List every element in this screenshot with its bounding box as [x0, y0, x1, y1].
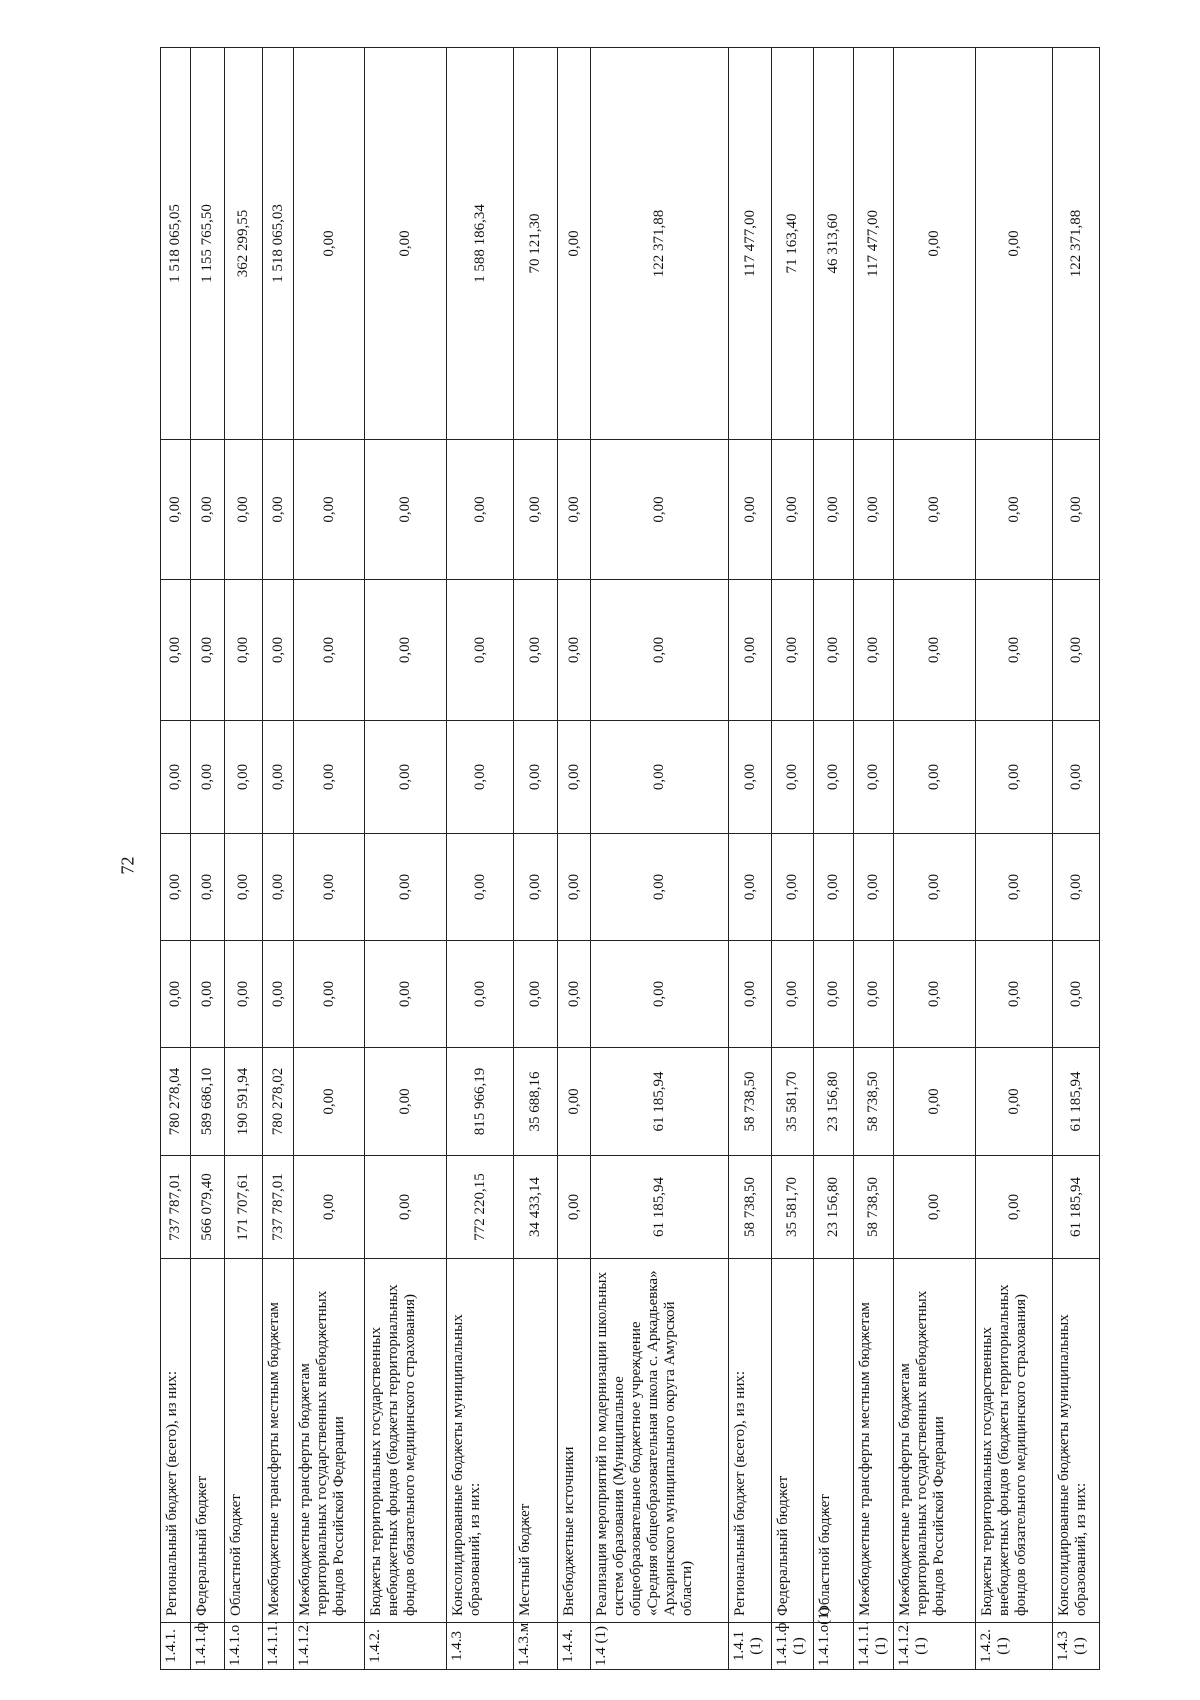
value-cell: 0,00	[263, 941, 294, 1048]
value-cell: 0,00	[161, 941, 191, 1048]
value-cell: 0,00	[191, 834, 225, 941]
value-cell: 0,00	[1053, 440, 1100, 580]
row-code: 1.4.2.	[365, 1623, 447, 1670]
value-cell: 0,00	[447, 440, 514, 580]
row-name: Федеральный бюджет	[191, 1259, 225, 1623]
value-cell: 0,00	[854, 834, 894, 941]
value-cell: 0,00	[729, 440, 772, 580]
value-cell: 58 738,50	[729, 1048, 772, 1156]
value-cell: 0,00	[558, 440, 591, 580]
value-cell: 122 371,88	[1053, 48, 1100, 440]
budget-table-body	[161, 48, 1100, 1670]
row-code: 1.4.1.о	[225, 1623, 263, 1670]
table-row	[1053, 48, 1100, 1670]
row-code: 1.4.1.2.(1)	[894, 1623, 976, 1670]
value-cell: 815 966,19	[447, 1048, 514, 1156]
value-cell: 0,00	[772, 580, 814, 721]
value-cell: 0,00	[976, 941, 1053, 1048]
value-cell: 0,00	[814, 440, 854, 580]
value-cell: 0,00	[591, 721, 729, 834]
value-cell: 0,00	[365, 580, 447, 721]
row-name: Межбюджетные трансферты местным бюджетам	[263, 1259, 294, 1623]
value-cell: 0,00	[814, 721, 854, 834]
value-cell: 0,00	[447, 834, 514, 941]
row-code: 1.4.1.о(1)	[814, 1623, 854, 1670]
value-cell: 122 371,88	[591, 48, 729, 440]
row-code: 1.4.1.ф	[191, 1623, 225, 1670]
row-name: Межбюджетные трансферты бюджетам территориальных государственных внебюджетных фондов Российской Федерации	[894, 1259, 976, 1623]
value-cell: 35 581,70	[772, 1048, 814, 1156]
value-cell: 61 185,94	[591, 1048, 729, 1156]
row-name: Региональный бюджет (всего), из них:	[729, 1259, 772, 1623]
value-cell: 1 518 065,03	[263, 48, 294, 440]
value-cell: 61 185,94	[1053, 1156, 1100, 1259]
value-cell: 117 477,00	[729, 48, 772, 440]
value-cell: 0,00	[1053, 834, 1100, 941]
value-cell: 0,00	[558, 1048, 591, 1156]
value-cell: 70 121,30	[514, 48, 558, 440]
value-cell: 0,00	[514, 440, 558, 580]
value-cell: 0,00	[894, 48, 976, 440]
value-cell: 0,00	[514, 941, 558, 1048]
value-cell: 0,00	[976, 834, 1053, 941]
value-cell: 0,00	[365, 48, 447, 440]
value-cell: 0,00	[729, 834, 772, 941]
table-row	[263, 48, 294, 1670]
value-cell: 0,00	[191, 941, 225, 1048]
value-cell: 0,00	[894, 1156, 976, 1259]
value-cell: 772 220,15	[447, 1156, 514, 1259]
value-cell: 0,00	[976, 48, 1053, 440]
value-cell: 0,00	[191, 580, 225, 721]
row-code: 1.4 (1)	[591, 1623, 729, 1670]
row-name: Межбюджетные трансферты местным бюджетам	[854, 1259, 894, 1623]
value-cell: 0,00	[894, 941, 976, 1048]
row-name: Федеральный бюджет	[772, 1259, 814, 1623]
value-cell: 0,00	[894, 440, 976, 580]
value-cell: 190 591,94	[225, 1048, 263, 1156]
value-cell: 23 156,80	[814, 1048, 854, 1156]
row-name: Местный бюджет	[514, 1259, 558, 1623]
value-cell: 35 581,70	[772, 1156, 814, 1259]
budget-table-rotated	[160, 48, 1089, 1670]
value-cell: 0,00	[854, 721, 894, 834]
row-name: Бюджеты территориальных государственных внебюджетных фондов (бюджеты территориальных фондов обязательного медицинского страхования)	[365, 1259, 447, 1623]
row-name: Внебюджетные источники	[558, 1259, 591, 1623]
value-cell: 737 787,01	[161, 1156, 191, 1259]
table-row	[514, 48, 558, 1670]
value-cell: 0,00	[294, 1048, 365, 1156]
value-cell: 0,00	[591, 941, 729, 1048]
value-cell: 0,00	[814, 834, 854, 941]
value-cell: 0,00	[591, 440, 729, 580]
row-name: Межбюджетные трансферты бюджетам территориальных государственных внебюджетных фондов Российской Федерации	[294, 1259, 365, 1623]
value-cell: 0,00	[447, 721, 514, 834]
value-cell: 0,00	[365, 1048, 447, 1156]
value-cell: 0,00	[558, 48, 591, 440]
value-cell: 0,00	[365, 941, 447, 1048]
value-cell: 0,00	[161, 721, 191, 834]
value-cell: 0,00	[225, 941, 263, 1048]
row-code: 1.4.1.1.	[263, 1623, 294, 1670]
row-code: 1.4.2.(1)	[976, 1623, 1053, 1670]
value-cell: 0,00	[447, 941, 514, 1048]
row-code: 1.4.1.	[161, 1623, 191, 1670]
value-cell: 0,00	[263, 721, 294, 834]
value-cell: 362 299,55	[225, 48, 263, 440]
value-cell: 589 686,10	[191, 1048, 225, 1156]
value-cell: 0,00	[558, 1156, 591, 1259]
value-cell: 0,00	[225, 440, 263, 580]
value-cell: 0,00	[772, 941, 814, 1048]
value-cell: 0,00	[225, 580, 263, 721]
value-cell: 0,00	[191, 440, 225, 580]
row-code: 1.4.1.ф (1)	[772, 1623, 814, 1670]
value-cell: 0,00	[365, 1156, 447, 1259]
value-cell: 0,00	[772, 440, 814, 580]
row-name: Областной бюджет	[814, 1259, 854, 1623]
row-code: 1.4.1.2.	[294, 1623, 365, 1670]
value-cell: 117 477,00	[854, 48, 894, 440]
value-cell: 0,00	[854, 941, 894, 1048]
value-cell: 0,00	[365, 834, 447, 941]
value-cell: 0,00	[161, 440, 191, 580]
row-code: 1.4.3.м	[514, 1623, 558, 1670]
row-name: Консолидированные бюджеты муниципальных образований, из них:	[447, 1259, 514, 1623]
table-row	[894, 48, 976, 1670]
value-cell: 0,00	[1053, 721, 1100, 834]
row-code: 1.4.4.	[558, 1623, 591, 1670]
table-row	[294, 48, 365, 1670]
value-cell: 780 278,02	[263, 1048, 294, 1156]
table-row	[191, 48, 225, 1670]
value-cell: 58 738,50	[854, 1156, 894, 1259]
budget-table-page	[160, 48, 1089, 1670]
table-row	[225, 48, 263, 1670]
value-cell: 0,00	[263, 440, 294, 580]
row-name: Областной бюджет	[225, 1259, 263, 1623]
value-cell: 0,00	[976, 1156, 1053, 1259]
value-cell: 0,00	[294, 834, 365, 941]
value-cell: 71 163,40	[772, 48, 814, 440]
value-cell: 0,00	[514, 834, 558, 941]
value-cell: 0,00	[558, 580, 591, 721]
value-cell: 0,00	[294, 440, 365, 580]
value-cell: 566 079,40	[191, 1156, 225, 1259]
value-cell: 1 155 765,50	[191, 48, 225, 440]
value-cell: 0,00	[514, 721, 558, 834]
value-cell: 0,00	[976, 580, 1053, 721]
value-cell: 0,00	[263, 580, 294, 721]
value-cell: 0,00	[514, 580, 558, 721]
value-cell: 0,00	[161, 580, 191, 721]
value-cell: 0,00	[591, 580, 729, 721]
value-cell: 0,00	[225, 834, 263, 941]
value-cell: 61 185,94	[591, 1156, 729, 1259]
value-cell: 737 787,01	[263, 1156, 294, 1259]
value-cell: 0,00	[854, 440, 894, 580]
row-code: 1.4.1.1.(1)	[854, 1623, 894, 1670]
table-row	[772, 48, 814, 1670]
table-row	[558, 48, 591, 1670]
value-cell: 0,00	[976, 440, 1053, 580]
value-cell: 0,00	[294, 941, 365, 1048]
value-cell: 1 588 186,34	[447, 48, 514, 440]
value-cell: 0,00	[294, 721, 365, 834]
row-code: 1.4.3 (1)	[1053, 1623, 1100, 1670]
budget-table	[160, 47, 1100, 1670]
row-name: Консолидированные бюджеты муниципальных образований, из них:	[1053, 1259, 1100, 1623]
value-cell: 0,00	[294, 580, 365, 721]
value-cell: 0,00	[191, 721, 225, 834]
value-cell: 1 518 065,05	[161, 48, 191, 440]
value-cell: 0,00	[365, 721, 447, 834]
value-cell: 0,00	[894, 834, 976, 941]
table-row	[814, 48, 854, 1670]
value-cell: 0,00	[729, 721, 772, 834]
row-code: 1.4.1 (1)	[729, 1623, 772, 1670]
value-cell: 0,00	[772, 834, 814, 941]
value-cell: 0,00	[294, 1156, 365, 1259]
value-cell: 0,00	[1053, 941, 1100, 1048]
value-cell: 35 688,16	[514, 1048, 558, 1156]
value-cell: 0,00	[894, 580, 976, 721]
value-cell: 780 278,04	[161, 1048, 191, 1156]
table-row	[976, 48, 1053, 1670]
value-cell: 0,00	[263, 834, 294, 941]
table-row	[729, 48, 772, 1670]
value-cell: 0,00	[729, 580, 772, 721]
table-row	[854, 48, 894, 1670]
value-cell: 0,00	[772, 721, 814, 834]
row-name: Региональный бюджет (всего), из них:	[161, 1259, 191, 1623]
table-row	[365, 48, 447, 1670]
value-cell: 0,00	[447, 580, 514, 721]
value-cell: 61 185,94	[1053, 1048, 1100, 1156]
value-cell: 0,00	[976, 721, 1053, 834]
value-cell: 0,00	[365, 440, 447, 580]
value-cell: 0,00	[729, 941, 772, 1048]
value-cell: 46 313,60	[814, 48, 854, 440]
table-row	[161, 48, 191, 1670]
value-cell: 0,00	[558, 721, 591, 834]
value-cell: 58 738,50	[854, 1048, 894, 1156]
value-cell: 23 156,80	[814, 1156, 854, 1259]
value-cell: 0,00	[854, 580, 894, 721]
value-cell: 0,00	[814, 941, 854, 1048]
value-cell: 34 433,14	[514, 1156, 558, 1259]
value-cell: 0,00	[591, 834, 729, 941]
value-cell: 58 738,50	[729, 1156, 772, 1259]
value-cell: 0,00	[1053, 580, 1100, 721]
value-cell: 0,00	[558, 834, 591, 941]
value-cell: 0,00	[894, 1048, 976, 1156]
value-cell: 0,00	[161, 834, 191, 941]
value-cell: 0,00	[894, 721, 976, 834]
value-cell: 0,00	[225, 721, 263, 834]
row-name: Реализация мероприятий по модернизации школьных систем образования (Муниципальное общеобразовательное бюджетное учреждение «Средняя общеобразовательная школа с. Аркадьевка» Архаринского муниципального округа Амурской области)	[591, 1259, 729, 1623]
table-row	[447, 48, 514, 1670]
value-cell: 171 707,61	[225, 1156, 263, 1259]
table-row	[591, 48, 729, 1670]
value-cell: 0,00	[976, 1048, 1053, 1156]
row-code: 1.4.3	[447, 1623, 514, 1670]
page-number: 72	[117, 856, 138, 875]
row-name: Бюджеты территориальных государственных внебюджетных фондов (бюджеты территориальных фондов обязательного медицинского страхования)	[976, 1259, 1053, 1623]
value-cell: 0,00	[294, 48, 365, 440]
value-cell: 0,00	[814, 580, 854, 721]
value-cell: 0,00	[558, 941, 591, 1048]
